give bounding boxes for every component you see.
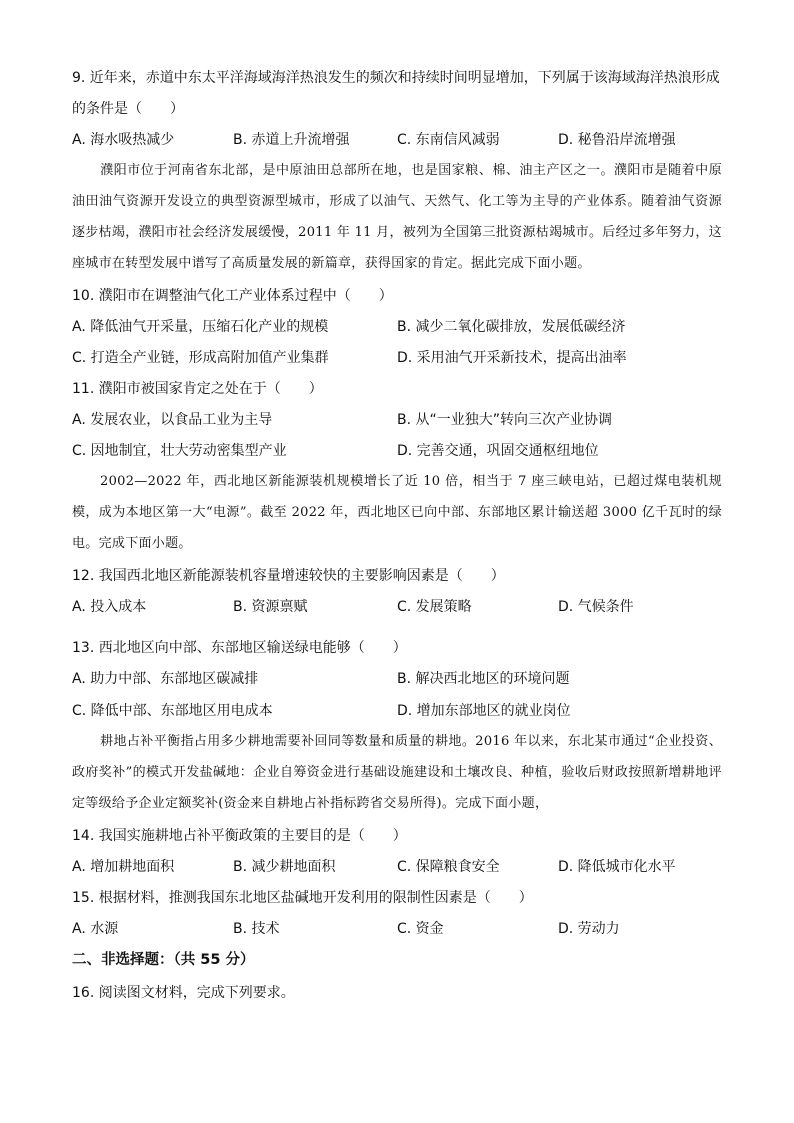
q12-stem: 12. 我国西北地区新能源装机容量增速较快的主要影响因素是（ ） (72, 568, 505, 584)
q10-stem: 10. 濮阳市在调整油气化工产业体系过程中（ ） (72, 288, 393, 304)
q12-option-a: A. 投入成本 (72, 599, 147, 615)
passage-northwest-energy (72, 466, 722, 559)
section-title-non-choice: 二、非选择题：（共 55 分） (72, 952, 255, 968)
q14-stem: 14. 我国实施耕地占补平衡政策的主要目的是（ ） (72, 828, 407, 844)
passage-puyang (72, 155, 722, 279)
q15-stem: 15. 根据材料，推测我国东北地区盐碱地开发利用的限制性因素是（ ） (72, 890, 533, 906)
q13-option-b: B. 解决西北地区的环境问题 (397, 671, 570, 687)
q13-stem: 13. 西北地区向中部、东部地区输送绿电能够（ ） (72, 640, 407, 656)
q16-stem: 16. 阅读图文材料，完成下列要求。 (72, 985, 295, 1001)
q11-stem: 11. 濮阳市被国家肯定之处在于（ ） (72, 381, 323, 397)
passage-northwest-energy-text: 2002—2022 年，西北地区新能源装机规模增长了近 10 倍，相当于 7 座三峡电站，已超过煤电装机规模，成为本地区第一大“电源”。截至 2022 年，西北地区已向中部、东部地区累计输送超 3000 亿千瓦时的绿电。完成下面小题。 (72, 474, 722, 551)
q11-option-b: B. 从“一业独大”转向三次产业协调 (397, 412, 613, 428)
q9-option-a: A. 海水吸热减少 (72, 132, 175, 148)
q15-option-c: C. 资金 (397, 921, 444, 937)
q10-option-c: C. 打造全产业链，形成高附加值产业集群 (72, 350, 329, 366)
q13-option-d: D. 增加东部地区的就业岗位 (397, 703, 571, 719)
q15-option-a: A. 水源 (72, 921, 119, 937)
q11-option-a: A. 发展农业，以食品工业为主导 (72, 412, 273, 428)
q11-option-d: D. 完善交通，巩固交通枢纽地位 (397, 443, 599, 459)
q14-option-b: B. 减少耕地面积 (233, 859, 336, 875)
q10-option-d: D. 采用油气开采新技术，提高出油率 (397, 350, 627, 366)
q10-option-b: B. 减少二氧化碳排放，发展低碳经济 (397, 319, 626, 335)
q9-option-d: D. 秘鲁沿岸流增强 (558, 132, 676, 148)
q14-option-c: C. 保障粮食安全 (397, 859, 500, 875)
q12-option-d: D. 气候条件 (558, 599, 634, 615)
q15-option-b: B. 技术 (233, 921, 280, 937)
q9-stem-line1: 9. 近年来，赤道中东太平洋海域海洋热浪发生的频次和持续时间明显增加，下列属于该海域海洋热浪形成 (72, 70, 720, 86)
q12-option-b: B. 资源禀赋 (233, 599, 308, 615)
q12-option-c: C. 发展策略 (397, 599, 472, 615)
passage-farmland-balance-text: 耕地占补平衡指占用多少耕地需要补回同等数量和质量的耕地。2016 年以来，东北某市通过“企业投资、政府奖补”的模式开发盐碱地：企业自筹资金进行基础设施建设和土壤改良、种植，验收后财政按照新增耕地评定等级给予企业定额奖补(资金来自耕地占补指标跨省交易所得)。完成下面小题， (72, 734, 722, 811)
q13-option-a: A. 助力中部、东部地区碳减排 (72, 671, 259, 687)
q9-option-b: B. 赤道上升流增强 (233, 132, 350, 148)
passage-puyang-text: 濮阳市位于河南省东北部，是中原油田总部所在地，也是国家粮、棉、油主产区之一。濮阳市是随着中原油田油气资源开发设立的典型资源型城市，形成了以油气、天然气、化工等为主导的产业体系。随着油气资源逐步枯竭，濮阳市社会经济发展缓慢，2011 年 11 月，被列为全国第三批资源枯竭城市。后经过多年努力，这座城市在转型发展中谱写了高质量发展的新篇章，获得国家的肯定。据此完成下面小题。 (72, 163, 722, 271)
q13-option-c: C. 降低中部、东部地区用电成本 (72, 703, 273, 719)
q14-option-a: A. 增加耕地面积 (72, 859, 175, 875)
q15-option-d: D. 劳动力 (558, 921, 620, 937)
q10-option-a: A. 降低油气开采量，压缩石化产业的规模 (72, 319, 329, 335)
q9-stem-line2: 的条件是（ ） (72, 101, 184, 117)
q11-option-c: C. 因地制宜，壮大劳动密集型产业 (72, 443, 287, 459)
q14-option-d: D. 降低城市化水平 (558, 859, 676, 875)
q9-option-c: C. 东南信风减弱 (397, 132, 500, 148)
passage-farmland-balance (72, 726, 722, 819)
